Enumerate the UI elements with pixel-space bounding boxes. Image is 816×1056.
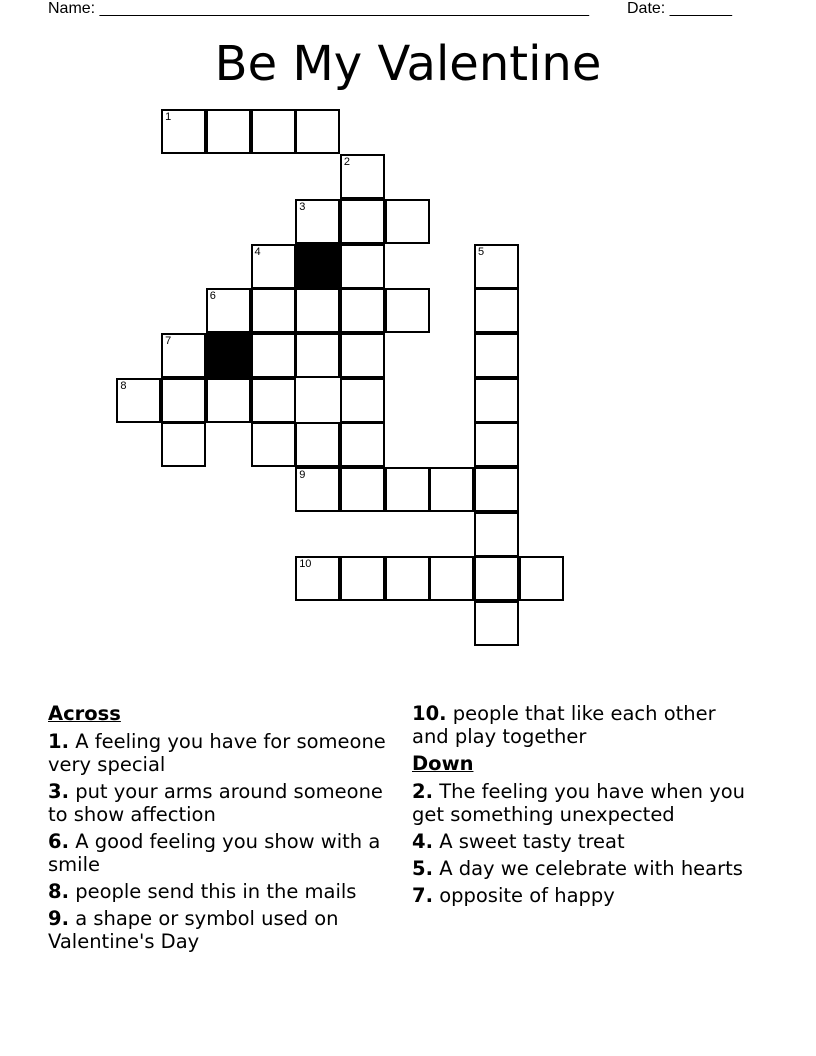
clue-number-label: 8: [120, 379, 127, 392]
clue-number: 6.: [48, 830, 69, 853]
grid-cell[interactable]: [474, 467, 519, 512]
clue-number-label: 4: [254, 245, 261, 258]
grid-cell[interactable]: [206, 109, 251, 154]
grid-cell[interactable]: [295, 109, 340, 154]
grid-cell[interactable]: [340, 288, 385, 333]
clue-across-8: [48, 880, 393, 903]
grid-cell[interactable]: [519, 556, 564, 601]
clue-across-3: [48, 780, 393, 826]
grid-cell[interactable]: [161, 333, 206, 378]
grid-cell[interactable]: [295, 333, 340, 378]
grid-cell[interactable]: [340, 422, 385, 467]
grid-cell[interactable]: [385, 288, 430, 333]
grid-cell[interactable]: [385, 556, 430, 601]
clue-text: The feeling you have when you get something unexpected: [412, 780, 746, 826]
grid-cell[interactable]: [206, 288, 251, 333]
grid-cell[interactable]: [295, 199, 340, 244]
grid-cell[interactable]: [340, 556, 385, 601]
grid-cell[interactable]: [251, 333, 296, 378]
clue-number: 3.: [48, 780, 69, 803]
grid-cell[interactable]: [385, 467, 430, 512]
grid-cell[interactable]: [340, 333, 385, 378]
clue-text: people that like each other and play together: [412, 702, 716, 748]
name-blank: _______________________________________________________: [99, 0, 589, 17]
clue-number: 8.: [48, 880, 69, 903]
grid-block: [206, 333, 251, 378]
clue-number-label: 5: [478, 245, 485, 258]
clue-across-6: [48, 830, 393, 876]
grid-cell[interactable]: [474, 556, 519, 601]
clues-right-column: [412, 702, 757, 907]
clue-number: 10.: [412, 702, 447, 725]
grid-cell[interactable]: [474, 422, 519, 467]
grid-cell[interactable]: [429, 556, 474, 601]
clue-number-label: 9: [299, 469, 306, 481]
clue-text: people send this in the mails: [75, 880, 357, 903]
grid-cell[interactable]: [116, 378, 161, 423]
grid-cell[interactable]: [340, 378, 385, 423]
clue-down-4: [412, 830, 757, 853]
grid-cell[interactable]: [474, 378, 519, 423]
grid-cell[interactable]: [251, 288, 296, 333]
down-heading: Down: [412, 752, 474, 775]
grid-cell[interactable]: [295, 556, 340, 601]
grid-cell[interactable]: [161, 109, 206, 154]
clue-text: A sweet tasty treat: [439, 830, 625, 853]
grid-cell[interactable]: [161, 378, 206, 423]
clue-number: 9.: [48, 907, 69, 930]
clue-number: 5.: [412, 857, 433, 880]
grid-cell[interactable]: [251, 378, 296, 423]
clue-number-label: 3: [299, 200, 306, 213]
clue-down-2: [412, 780, 757, 826]
clue-number-label: 2: [343, 156, 351, 169]
grid-block: [295, 244, 340, 289]
clue-text: A feeling you have for someone very special: [48, 730, 386, 776]
clue-text: A good feeling you show with a smile: [48, 830, 381, 876]
grid-cell[interactable]: [474, 288, 519, 333]
grid-cell[interactable]: [340, 467, 385, 512]
clue-text: opposite of happy: [439, 884, 615, 907]
clue-text: A day we celebrate with hearts: [439, 857, 743, 880]
clue-across-1: [48, 730, 393, 776]
date-blank: _______: [669, 0, 732, 17]
grid-cell[interactable]: [295, 467, 340, 512]
grid-cell[interactable]: [251, 244, 296, 289]
grid-cell[interactable]: [474, 244, 519, 289]
grid-cell[interactable]: [161, 422, 206, 467]
grid-cell[interactable]: [385, 199, 430, 244]
clue-across-10: [412, 702, 757, 748]
clue-number-label: 1: [165, 111, 172, 124]
grid-cell[interactable]: [474, 333, 519, 378]
clue-number-label: 6: [209, 290, 216, 303]
clue-number-label: 10: [299, 558, 312, 571]
clue-number: 7.: [412, 884, 433, 907]
grid-cell[interactable]: [429, 467, 474, 512]
clue-number: 1.: [48, 730, 69, 753]
grid-cell[interactable]: [295, 288, 340, 333]
grid-cell[interactable]: [340, 199, 385, 244]
clue-across-9: [48, 907, 393, 953]
grid-cell[interactable]: [474, 512, 519, 557]
page-title: Be My Valentine: [214, 36, 602, 92]
grid-cell[interactable]: [340, 244, 385, 289]
grid-cell[interactable]: [340, 154, 385, 199]
grid-cell[interactable]: [206, 378, 251, 423]
clue-down-7: [412, 884, 757, 907]
grid-cell[interactable]: [474, 601, 519, 646]
clue-number: 4.: [412, 830, 433, 853]
clue-number: 2.: [412, 780, 433, 803]
clue-number-label: 7: [165, 334, 172, 347]
clue-down-5: [412, 857, 757, 880]
clues-left-column: [48, 702, 393, 953]
clue-text: put your arms around someone to show affection: [48, 780, 383, 826]
name-label: Name:: [48, 0, 96, 17]
grid-cell[interactable]: [251, 109, 296, 154]
grid-cell[interactable]: [295, 422, 340, 467]
date-label: Date:: [627, 0, 666, 17]
grid-cell[interactable]: [251, 422, 296, 467]
across-heading: Across: [48, 702, 121, 725]
clue-text: a shape or symbol used on Valentine's Day: [48, 907, 339, 953]
